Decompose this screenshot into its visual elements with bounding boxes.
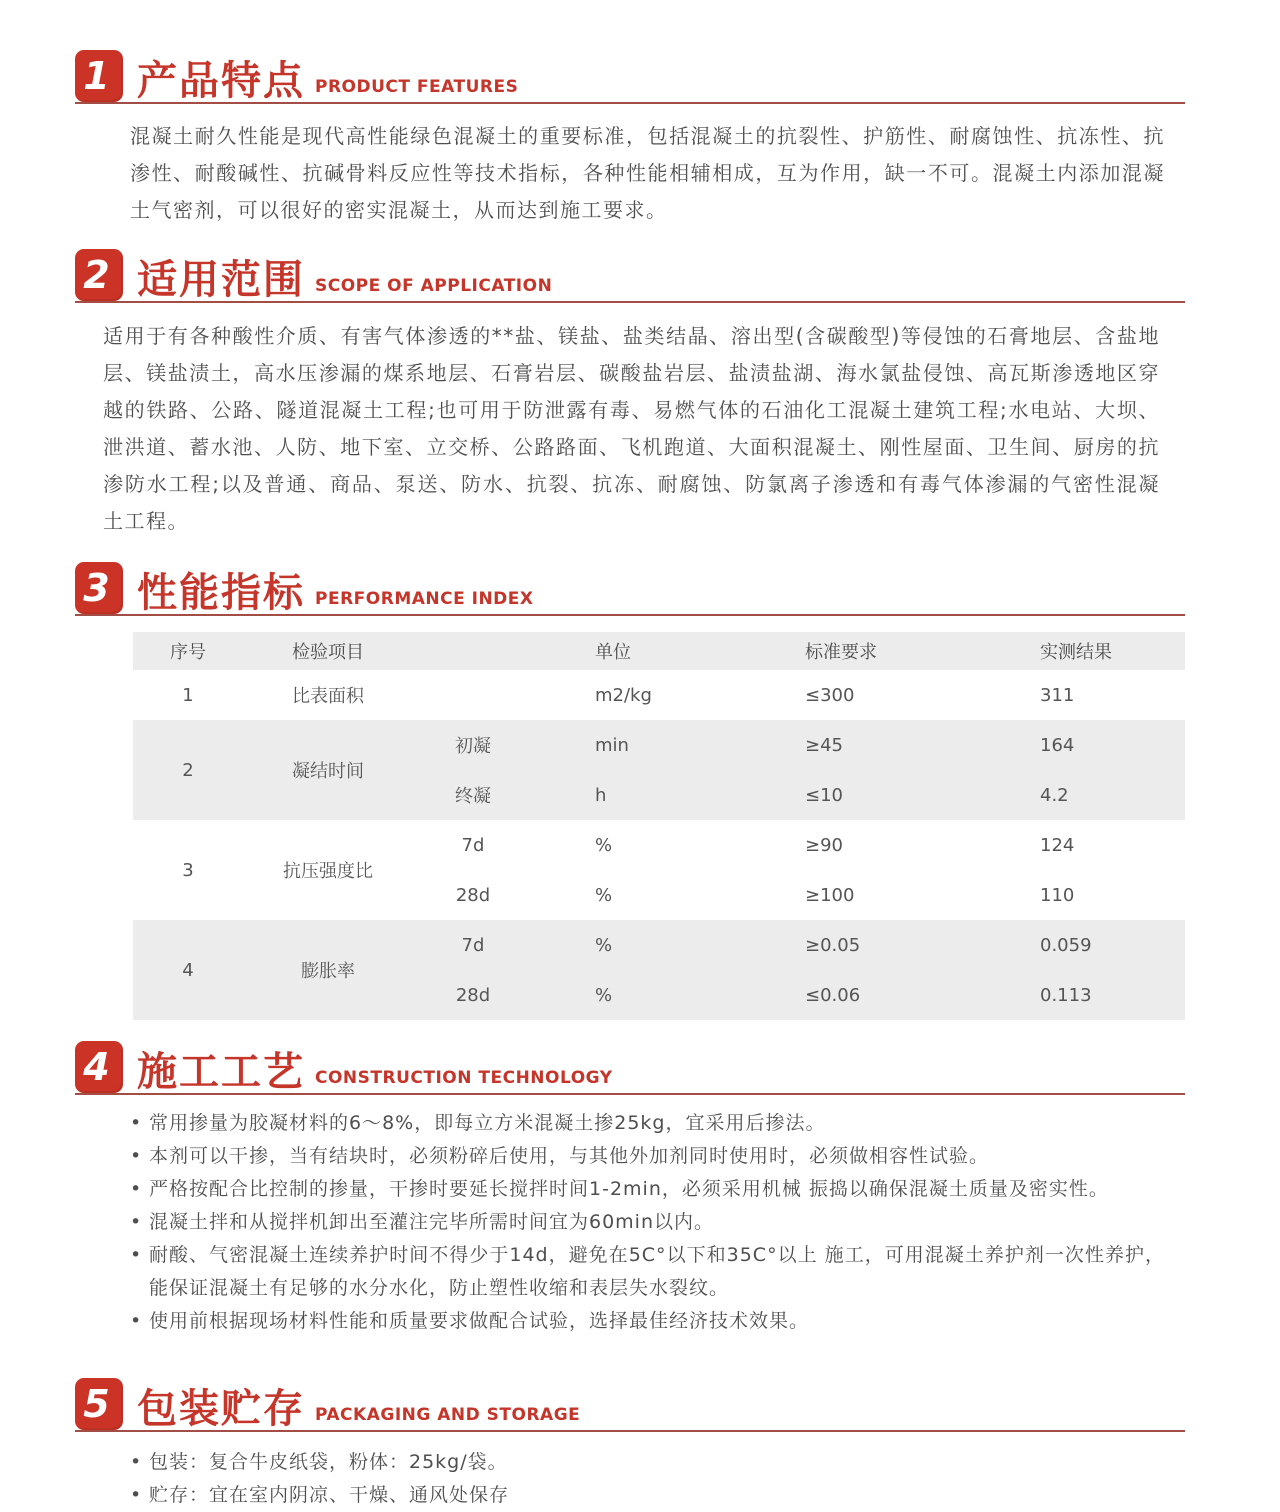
section-header [75,1378,1185,1432]
section-header [75,1041,1185,1095]
cell-sub: 28d [455,984,491,1006]
cell-standard: ≥90 [805,834,843,856]
table-row [133,920,1185,970]
section-paragraph: 适用于有各种酸性介质、有害气体渗透的**盐、镁盐、盐类结晶、溶出型(含碳酸型)等侵蚀的石膏地层、含盐地层、镁盐渍土，高水压渗漏的煤系地层、石膏岩层、碳酸盐岩层、盐渍盐湖、海水氯盐侵蚀、高瓦斯渗透地区穿越的铁路、公路、隧道混凝土工程;也可用于防泄露有毒、易燃气体的石油化工混凝土建筑工程;水电站、大坝、泄洪道、蓄水池、人防、地下室、立交桥、公路路面、飞机跑道、大面积混凝土、刚性屋面、卫生间、厨房的抗渗防水工程;以及普通、商品、泵送、防水、抗裂、抗冻、耐腐蚀、防氯离子渗透和有毒气体渗漏的气密性混凝土工程。 [103,324,1160,533]
col-header-standard: 标准要求 [805,642,877,663]
list-item: • 贮存：宜在室内阴凉、干燥、通风处保存 [130,1479,1165,1512]
cell-sub: 7d [461,934,485,956]
cell-unit: % [595,984,613,1006]
performance-table [133,632,1185,1020]
section-construction-technology [75,1041,1185,1338]
list-item: • 本剂可以干掺，当有结块时，必须粉碎后使用，与其他外加剂同时使用时，必须做相容性试验。 [130,1140,1165,1173]
cell-result: 0.113 [1040,984,1092,1006]
section-title-zh: 包装贮存 [137,1386,305,1432]
table-header-row [133,632,1185,670]
cell-standard: ≤0.06 [805,984,861,1006]
cell-standard: ≥100 [805,884,855,906]
list-item: • 严格按配合比控制的掺量，干掺时要延长搅拌时间1-2min，必须采用机械 振捣以确保混凝土质量及密实性。 [130,1173,1165,1206]
section-title-en: PACKAGING AND STORAGE [315,1405,581,1425]
cell-unit: % [595,934,613,956]
table-row [133,670,1185,720]
section-title-en: CONSTRUCTION TECHNOLOGY [315,1068,613,1088]
section-packaging-and-storage [75,1378,1185,1512]
cell-no: 3 [182,859,194,881]
cell-sub: 终凝 [455,786,491,807]
table-row [133,820,1185,870]
section-title-en: PRODUCT FEATURES [315,77,519,97]
cell-item: 膨胀率 [301,961,355,982]
cell-result: 124 [1040,834,1075,856]
list-item: • 耐酸、气密混凝土连续养护时间不得少于14d，避免在5C°以下和35C°以上 施工，可用混凝土养护剂一次性养护，能保证混凝土有足够的水分水化，防止塑性收缩和表层失水裂纹。 [130,1239,1165,1305]
cell-sub: 7d [461,834,485,856]
section-paragraph: 混凝土耐久性能是现代高性能绿色混凝土的重要标准，包括混凝土的抗裂性、护筋性、耐腐蚀性、抗冻性、抗渗性、耐酸碱性、抗碱骨料反应性等技术指标，各种性能相辅相成，互为作用，缺一不可。混凝土内添加混凝土气密剂，可以很好的密实混凝土，从而达到施工要求。 [130,124,1165,222]
cell-result: 0.059 [1040,934,1092,956]
construction-steps-list [130,1107,1165,1338]
cell-result: 4.2 [1040,784,1069,806]
section-title-zh: 施工工艺 [137,1049,305,1095]
list-item: • 包装：复合牛皮纸袋，粉体：25kg/袋。 [130,1446,1165,1479]
section-title-en: PERFORMANCE INDEX [315,589,534,609]
cell-standard: ≤10 [805,784,843,806]
cell-unit: % [595,884,613,906]
list-item: • 混凝土拌和从搅拌机卸出至灌注完毕所需时间宜为60min以内。 [130,1206,1165,1239]
section-header [75,50,1185,104]
section-title-zh: 产品特点 [137,58,305,104]
col-header-unit: 单位 [595,642,631,663]
table-row [133,720,1185,770]
cell-result: 110 [1040,884,1075,906]
cell-no: 4 [182,959,194,981]
list-item: • 使用前根据现场材料性能和质量要求做配合试验，选择最佳经济技术效果。 [130,1305,1165,1338]
cell-standard: ≥0.05 [805,934,861,956]
section-performance-index [75,562,1185,1020]
col-header-sub [413,632,533,670]
section-title-en: SCOPE OF APPLICATION [315,276,553,296]
cell-no: 2 [182,759,194,781]
cell-unit: m2/kg [595,684,652,706]
cell-item: 抗压强度比 [283,861,373,882]
cell-sub: 28d [455,884,491,906]
col-header-result: 实测结果 [1040,642,1112,663]
section-header [75,249,1185,303]
col-header-item: 检验项目 [292,642,364,663]
section-number-badge: 4 [75,1041,123,1093]
cell-sub [413,670,533,720]
list-item: • 常用掺量为胶凝材料的6～8%，即每立方米混凝土掺25kg，宜采用后掺法。 [130,1107,1165,1140]
section-product-features [75,50,1185,229]
section-title-zh: 适用范围 [137,257,305,303]
section-header [75,562,1185,616]
cell-standard: ≤300 [805,684,855,706]
section-scope-of-application [75,249,1185,540]
section-number-badge: 5 [75,1378,123,1430]
cell-standard: ≥45 [805,734,843,756]
cell-result: 311 [1040,684,1075,706]
section-number-badge: 3 [75,562,123,614]
section-title-zh: 性能指标 [137,570,305,616]
cell-unit: min [595,734,629,756]
cell-no: 1 [182,684,194,706]
cell-item: 凝结时间 [292,761,364,782]
cell-sub: 初凝 [455,736,491,757]
packaging-storage-list [130,1446,1165,1512]
col-header-no: 序号 [170,642,206,663]
cell-item: 比表面积 [292,686,364,707]
section-number-badge: 2 [75,249,123,301]
cell-unit: h [595,784,607,806]
cell-unit: % [595,834,613,856]
section-number-badge: 1 [75,50,123,102]
cell-result: 164 [1040,734,1075,756]
